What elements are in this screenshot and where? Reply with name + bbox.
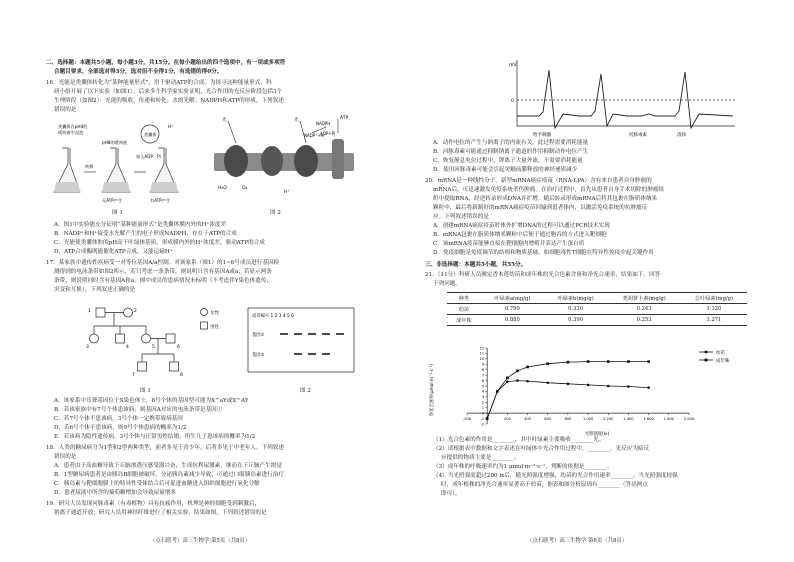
chart-y-tick-label: 4 xyxy=(481,389,485,394)
svg-text:5: 5 xyxy=(152,345,155,350)
chart-y-tick-label: 8 xyxy=(481,368,485,373)
q21-sub-4a: （4）当光照强度超过200 lx后，随光照强度增强，幼苗的光合作用速率________。当光照强度较强 xyxy=(433,473,678,479)
q16-stem-1: 16．光能是类囊体转化为“某种能量形式”，用于驱动ATP的合成。为探寻这种能量形式，科 xyxy=(46,80,272,86)
q19-stem-2: 钠离子通道开放；研究人员用神经纤维进行了相关实验，结果如图。下列叙述错误的是 xyxy=(54,510,267,516)
table-cell: 0.390 xyxy=(544,315,607,326)
q19-stem-1: 19．研究人员发现河豚毒素（有毒植物）具有抗癌作用，机理是神经细胞受到刺激后， xyxy=(46,501,261,507)
q20-stem-1: 20．mRNA是一种线性分子。新型mRNA癌症疫苗（RNA-LPA）含有来自患者自身肿瘤的 xyxy=(425,178,652,184)
q21-stem-2: 下列问题。 xyxy=(433,281,461,287)
q18-option-a: A．患者由于高血糖导致下丘脑渗透压感受器兴奋，生成抗利尿激素，继而在下丘脑产生渴觉 xyxy=(54,463,282,469)
section-2-title: 二、选择题：本题共5小题，每小题3分，共15分。在每小题给出的四个选项中，有一项或多项符 xyxy=(46,60,286,66)
q20-stem-2: mRNA后，可迅速激发免疫系统杀伤肿瘤。在治疗过程中，首先从患者自身手术切除的肿瘤组 xyxy=(433,187,665,193)
q19-option-d: D．使用河豚毒素可能会引起突触前膜释放的神经递质减少 xyxy=(433,167,578,173)
pedigree-6 xyxy=(166,334,175,343)
table-cell: 0.253 xyxy=(607,315,681,326)
table-header-row xyxy=(447,293,747,304)
chart-x-tick-label: -200 xyxy=(462,417,472,422)
svg-text:8: 8 xyxy=(180,373,183,378)
svg-text:1: 1 xyxy=(88,309,91,314)
q19-option-a: A．动作电位的产生与钠离子的内流有关，此过程需要消耗能量 xyxy=(433,140,589,146)
photosystem-2 xyxy=(224,145,248,177)
fig2-nadp: NADP⁺+H⁺ xyxy=(304,133,326,138)
fig1-text-3: 转移 xyxy=(85,164,94,169)
legend-male-shape xyxy=(201,322,208,329)
q16-stem-4: 错误的是 xyxy=(54,107,77,113)
graph-label-stimulus: 给予刺激 xyxy=(533,133,551,138)
table-header: 类胡萝卜素(mg/g) xyxy=(607,293,681,304)
chart-y-tick-label: -1 xyxy=(480,416,485,421)
chart-point-seedling xyxy=(506,380,509,383)
q17-gel xyxy=(246,306,356,376)
fig1-text-8: 类囊体 xyxy=(144,132,157,137)
chart-point-adult xyxy=(567,361,570,364)
q17-option-e: E．若该病为隐性遗传病，3号个体与正常男性结婚，所生儿子患该病的概率为1/2 xyxy=(54,434,256,440)
chart-xlabel: 光照强度(lx) xyxy=(584,432,610,436)
fig2-oxygen: O₂ xyxy=(242,186,248,191)
section-2-title-line2: 合题目要求，全部选对得3分，选对但不全得1分，有选错的得0分。 xyxy=(54,69,223,75)
q20-option-d: D．免疫细胞是免疫调节的结构和物质基础，如细胞毒性T细胞在特异性免疫中起关键作用 xyxy=(433,250,654,256)
q20-option-a: A．创建mRNA癌症疫苗时体外扩增DNA的过程可以通过PCR技术实现 xyxy=(433,223,610,229)
chart-point-seedling xyxy=(546,381,549,384)
q20-option-b: B．mRNA包裹在脂质体纳米颗粒中后便于通过胞吞的方式进入靶细胞 xyxy=(433,232,607,238)
legend-label-adult: 成年株 xyxy=(716,359,730,364)
table-cell: 0.330 xyxy=(544,304,607,315)
fig2-proton: H⁺ xyxy=(284,190,290,195)
graph-label-wash: 清除 xyxy=(677,133,686,138)
q21-sub-2b: 应提供的物质主要是________。 xyxy=(441,455,520,461)
chart-point-seedling xyxy=(627,385,630,388)
pedigree-5 xyxy=(142,334,151,343)
gel-header: 成员编号 1 2 3 4 5 6 xyxy=(252,314,294,319)
chart-x-tick-label: 800 xyxy=(564,417,572,422)
chart-x-tick-label: 200 xyxy=(503,417,511,422)
q16-figure-2 xyxy=(208,113,358,211)
q17-option-a: A．该家系中耳聋基因位于X染色体上，8号个体的基因型可能为X^aY或X^AY xyxy=(54,398,249,404)
pedigree-7 xyxy=(138,362,147,371)
graph-label-ttx: 河豚毒素 xyxy=(629,133,647,138)
chart-point-seedling xyxy=(607,385,610,388)
chart-point-seedling xyxy=(567,383,570,386)
table-header: 叶绿素b(mg/g) xyxy=(544,293,607,304)
table-cell: 成年株 xyxy=(447,315,481,326)
q16-stem-2: 研小组开展了以下实验（如图1）。后来多个科学家实验证明，光合作用的光反应阶段包括3个 xyxy=(54,89,283,95)
chart-point-seedling xyxy=(526,380,529,383)
chart-y-tick-label: 2 xyxy=(481,400,485,405)
chart-point-adult xyxy=(506,377,509,380)
chart-y-tick-label: 7 xyxy=(481,373,485,378)
chart-x-tick-label: 400 xyxy=(524,417,531,422)
fig1-text-2: 缓冲液中浸泡 xyxy=(58,130,84,135)
chart-x-tick-label: 1 800 xyxy=(663,417,674,422)
fig2-adp: ADP+Pi xyxy=(320,131,336,136)
chart-legend xyxy=(699,349,730,364)
chart-point-seedling xyxy=(516,379,519,382)
chart-x-tick-label: 1 200 xyxy=(603,417,614,422)
chart-x-tick-label: 1 000 xyxy=(582,417,594,422)
q20-stem-4: 颗粒中，最后将新制好的mRNA癌症疫苗回输到患者体内，以激活免疫系统的抗肿瘤反 xyxy=(433,205,648,211)
chart-point-adult xyxy=(627,360,630,363)
legend-label-seedling: 幼苗 xyxy=(716,351,725,356)
fig1-text-9: H⁺ xyxy=(168,124,174,129)
q16-option-c: C．光能使类囊体腔的pH高于叶绿体基质，形成膜内外的H⁺浓度差，驱动ATP的合成 xyxy=(54,240,265,246)
q21-sub-3: （3）成年株的呼吸速率约为1 μmol·m⁻²·s⁻¹，判断的依据是________。 xyxy=(433,464,613,470)
fig1-text-6: 无ATP产生 xyxy=(102,198,123,203)
chart-x-tick-label: 600 xyxy=(544,417,552,422)
chart-point-adult xyxy=(486,417,489,420)
q21-sub-4c: 即可）。 xyxy=(441,491,461,497)
legend-marker-adult xyxy=(705,359,708,362)
chart-point-adult xyxy=(516,370,519,373)
q21-sub-4b: 时，成年植株的净光合速率显著高于幼苗，据表和图分析原因有________（答出两点 xyxy=(441,482,648,488)
chart-y-tick-label: -2 xyxy=(480,422,485,427)
pedigree-4 xyxy=(116,334,125,343)
q17-option-d: D．若6号个体不患该病，则9号个体患病的概率为1/2 xyxy=(54,425,187,431)
q19-option-c: C．恢复静息电位过程中，钾离子大量外流，不需要消耗能量 xyxy=(433,158,583,164)
svg-text:7: 7 xyxy=(132,373,135,378)
pedigree-8 xyxy=(170,362,179,371)
chart-point-adult xyxy=(587,360,590,363)
table-header: 总叶绿素(mg/g) xyxy=(681,293,747,304)
fig1-text-4: pH8的缓冲液 xyxy=(102,140,128,145)
q17-stem-2: 测得到的电泳条带如图2所示，若只考虑一条条带，则说明只含有基因A或a；若显示两条 xyxy=(54,269,272,275)
chart-point-adult xyxy=(647,360,650,363)
legend-female-shape xyxy=(201,309,208,316)
q18-stem-1: 18．人类的糖尿病分为1型和2型两种类型，前者多见于青少年，后者多见于中老年人。下列叙述 xyxy=(46,445,284,451)
fig2-light-2: 光 xyxy=(294,118,299,123)
q17-fig2-label: 图 2 xyxy=(300,388,311,394)
chart-point-adult xyxy=(496,390,499,393)
table-row xyxy=(447,315,747,326)
q17-pedigree xyxy=(80,298,230,388)
chart-ylabel: 净光合速率(μmol·m⁻²·s⁻¹) xyxy=(430,363,435,417)
atp-synthase xyxy=(332,139,344,179)
q20-stem-3: 织中提取RNA，经逆转录形成DNA并扩增，随后转录形成mRNA后将其包裹在脂质体纳米 xyxy=(433,196,658,202)
pedigree-3 xyxy=(90,334,99,343)
chart-point-seedling xyxy=(587,384,590,387)
table-cell: 0.790 xyxy=(481,304,544,315)
q17-fig1-label: 图 1 xyxy=(140,388,151,394)
table-cell: 1.271 xyxy=(681,315,747,326)
svg-text:2: 2 xyxy=(134,309,137,314)
q17-stem-1: 17．某家族中遗传性疾病受一对等位基因A/a控制。对该家系（图1）的1~6号成员进行基因检 xyxy=(46,260,280,266)
q21-pigment-table xyxy=(447,292,747,326)
q16-option-a: A．图1中实验能充分证明“某种能量形式”是类囊体膜内外的H⁺浓度差 xyxy=(54,222,227,228)
q16-option-d: D．ATP合成酶既能催化ATP合成，又能运输H⁺ xyxy=(54,249,173,255)
q17-option-c: C．若7号个体不患该病，3号个体一定携带致病基因 xyxy=(54,416,183,422)
table-row xyxy=(447,304,747,315)
q19-graph xyxy=(509,56,739,138)
q17-option-b: B．若该家族中有7号个体患该病，则基因A对应的电泳条带是基因① xyxy=(54,407,223,413)
table-header: 叶绿素a(mg/g) xyxy=(481,293,544,304)
q17-stem-3: 条带，则说明同时含有基因A和a。图中成员的患病情况未标明（不考虑伴Y染色体遗传， xyxy=(54,278,273,284)
graph-zero: 0 xyxy=(511,99,514,104)
q18-option-d: D．患者尿液中所含的葡萄糖增加会导致尿量增多 xyxy=(54,490,176,496)
table-cell: 0.243 xyxy=(607,304,681,315)
chart-y-tick-label: 11 xyxy=(479,351,485,356)
chart-x-tick-label: 1 600 xyxy=(643,417,654,422)
fig1-text-5: 加入ADP、Pi xyxy=(136,154,161,159)
table-header: 种类 xyxy=(447,293,481,304)
q21-stem-1: 21．（11分）科研人员测定香木莲幼苗和成年株的光合色素含量和净光合速率，结果如下。回答 xyxy=(425,272,661,278)
fig2-light-1: 光 xyxy=(222,118,227,123)
q21-sub-1: （1）光合色素的作用是________，其中叶绿素主要吸收________光。 xyxy=(433,437,605,443)
chart-y-tick-label: 0 xyxy=(481,411,485,416)
legend-male-label: 男性 xyxy=(210,325,219,330)
q21-chart xyxy=(427,344,757,436)
q18-option-b: B．1型糖尿病患者是由胰岛B细胞被破坏，分泌胰岛素减少导致，可通过口服胰岛素进行治疗 xyxy=(54,472,284,478)
gel-row-2: 基因② xyxy=(252,353,265,358)
chart-y-tick-label: 10 xyxy=(479,357,485,362)
fig2-water: H₂O xyxy=(218,186,227,191)
chart-y-tick-label: 6 xyxy=(481,378,485,383)
q20-stem-5: 应。下列叙述错误的是 xyxy=(433,214,489,220)
svg-text:6: 6 xyxy=(177,345,180,350)
chart-point-adult xyxy=(526,366,529,369)
chart-y-tick-label: 1 xyxy=(481,406,485,411)
cytochrome-complex xyxy=(261,146,283,176)
q16-fig2-label: 图 2 xyxy=(270,210,281,216)
gel-row-1: 基因① xyxy=(252,333,265,338)
chart-y-tick-label: 9 xyxy=(481,362,485,367)
chart-x-tick-label: 2 000 xyxy=(683,417,695,422)
chart-y-tick-label: 3 xyxy=(481,395,485,400)
pedigree-2 xyxy=(124,308,133,317)
fig2-nadph: NADPH xyxy=(316,121,331,126)
pedigree-1 xyxy=(96,308,105,317)
q18-option-c: C．胰岛素与靶细胞膜上的特异性受体结合后可促进血糖进入组织细胞进行氧化分解 xyxy=(54,481,260,487)
chart-point-adult xyxy=(607,360,610,363)
photosystem-1 xyxy=(294,145,318,177)
table-cell: 1.120 xyxy=(681,304,747,315)
table-cell: 0.880 xyxy=(481,315,544,326)
fig1-text-1: 类囊体在pH4的 xyxy=(58,124,88,129)
chart-x-tick-label: 1 400 xyxy=(623,417,634,422)
chart-point-seedling xyxy=(647,386,650,389)
q21-sub-2a: （2）请根据表中数据和文字表述在叶绿体中光合作用过程中，________。光反应为暗反 xyxy=(433,446,650,452)
q16-fig1-label: 图 1 xyxy=(112,210,123,216)
right-page xyxy=(397,0,794,562)
q16-stem-3: 生理阶段（如图2）：光能的吸收、传递和转化；水的光解；NADPH和ATP的形成。下列叙述 xyxy=(54,98,284,104)
q17-stem-4: 突变和互换）。下列叙述正确的是 xyxy=(54,287,136,293)
left-footer: （点石联考）高三生物学 第5页（共8页） xyxy=(150,538,251,544)
fig1-text-7: 有ATP产生 xyxy=(150,198,171,203)
legend-female-label: 女性 xyxy=(210,311,219,316)
chart-point-adult xyxy=(546,362,549,365)
right-footer: （点石联考）高三生物学 第6页（共8页） xyxy=(527,538,628,544)
svg-text:4: 4 xyxy=(126,345,129,350)
membrane-potential-trace xyxy=(517,70,733,128)
q18-stem-2: 错误的是 xyxy=(54,454,77,460)
table-cell: 幼苗 xyxy=(447,304,481,315)
graph-axis-label: mV xyxy=(509,63,517,68)
q16-option-b: B．NADP⁺和H⁺接受水光解产生的电子形成NADPH，存在于ATP的合成 xyxy=(54,231,237,237)
section-3-title: 三、非选择题：本题共5小题，共55分。 xyxy=(425,262,527,268)
q16-figure-1 xyxy=(50,118,190,210)
svg-text:3: 3 xyxy=(86,345,89,350)
fig2-atp: ATP xyxy=(340,116,349,121)
chart-y-tick-label: 5 xyxy=(481,384,485,389)
legend-marker-seedling xyxy=(705,351,708,354)
q20-option-c: C．该mRNA疫苗能够直接在靶细胞内增殖并表达产生蛋白质 xyxy=(433,241,585,247)
chart-y-tick-label: 12 xyxy=(479,346,485,351)
q19-option-b: B．河豚毒素可能通过抑制钠离子通道的作用抑制动作电位产生 xyxy=(433,149,589,155)
